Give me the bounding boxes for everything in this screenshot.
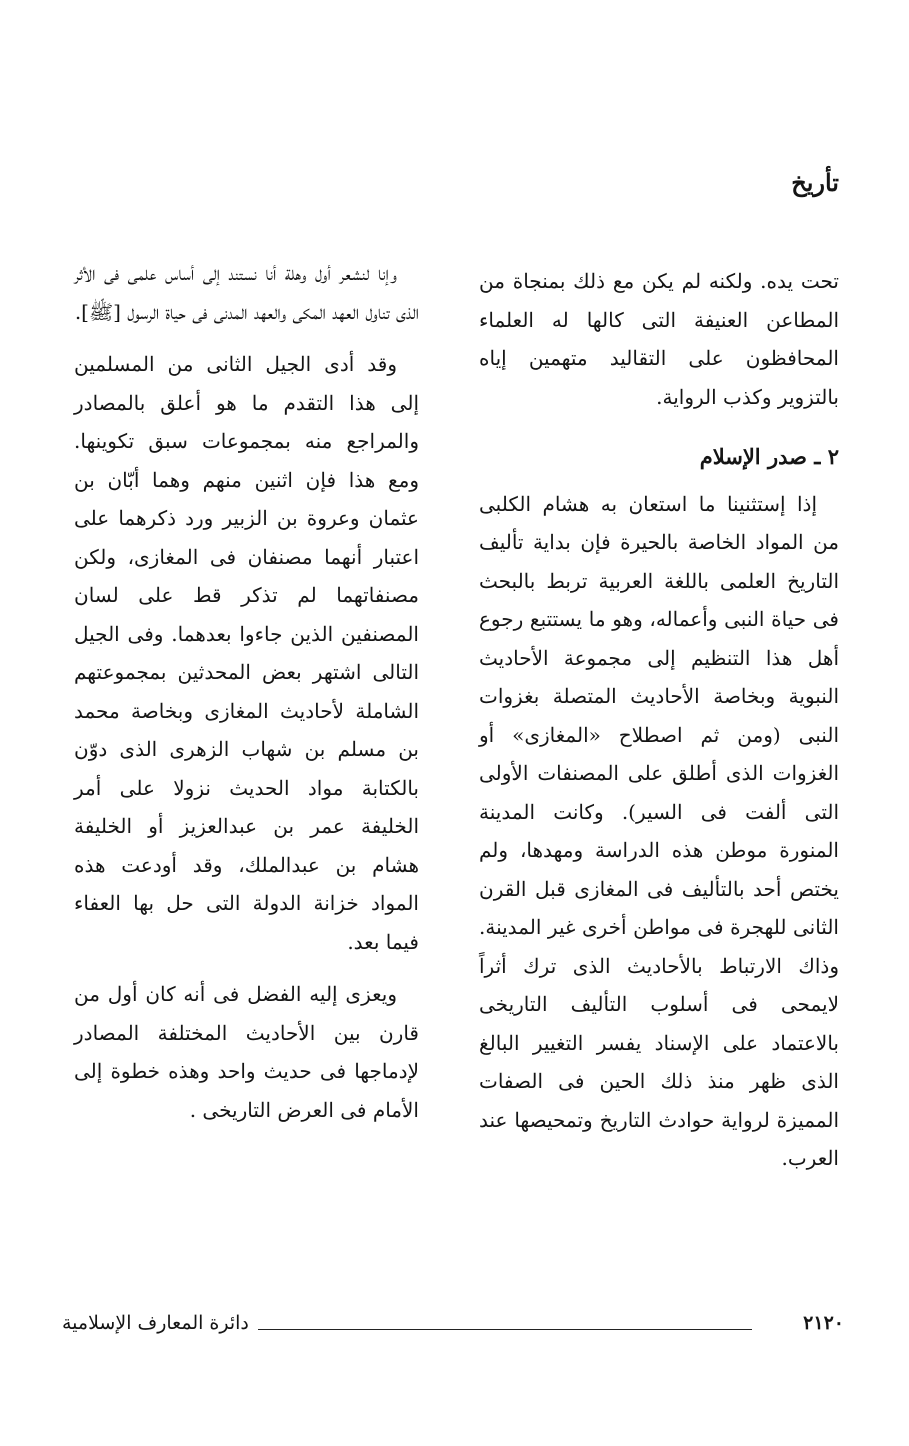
- running-head: تأريخ: [791, 168, 839, 197]
- footer-page-number: ٢١٢٠: [803, 1312, 844, 1334]
- section-body-paragraph: إذا إستثنينا ما استعان به هشام الكلبى من المواد الخاصة بالحيرة فإن بداية تأليف التاريخ العلمى باللغة العربية تربط بالبحث فى حياة النبى وأعماله، وهو ما يستتبع رجوع أهل هذا التنظيم إلى مجموعة الأحاديث النبوية وبخاصة الأحاديث المتصلة بغزوات النبى (ومن ثم اصطلاح «المغازى» أو الغزوات الذى أطلق على المصنفات الأولى التى ألفت فى السير). وكانت المدينة المنورة موطن هذه الدراسة ومهدها، ولم يختص أحد بالتأليف فى المغازى قبل القرن الثانى للهجرة فى مواطن أخرى غير المدينة. وذاك الارتباط بالأحاديث الذى ترك أثراً لايمحى فى أسلوب التأليف التاريخى بالاعتماد على الإسناد يفسر التغيير البالغ الذى ظهر منذ ذلك الحين فى الصفات المميزة لرواية حوادث التاريخ وتمحيصها عند العرب.: [479, 491, 839, 1170]
- right-column: [479, 262, 839, 1178]
- footer-divider: [258, 1329, 752, 1330]
- footer-journal-title: دائرة المعارف الإسلامية: [62, 1312, 249, 1334]
- section-heading: ٢ ـ صدر الإسلام: [699, 444, 839, 469]
- left-column-paragraph-3: ويعزى إليه الفضل فى أنه كان أول من قارن بين الأحاديث المختلفة المصادر لإدماجها فى حديث واحد وهذه خطوة إلى الأمام فى العرض التاريخى .: [74, 982, 419, 1122]
- left-column-paragraph-2: وقد أدى الجيل الثانى من المسلمين إلى هذا التقدم ما هو أعلق بالمصادر والمراجع منه بمجموعات سبق تكوينها. ومع هذا فإن اثنين منهم وهما أبّان بن عثمان وعروة بن الزبير ورد ذكرهما على اعتبار أنهما مصنفان فى المغازى، ولكن مصنفاتهما لم تذكر قط على لسان المصنفين الذين جاءوا بعدهما. وفى الجيل التالى اشتهر بعض المحدثين بمجموعتهم الشاملة لأحاديث المغازى وبخاصة محمد بن مسلم بن شهاب الزهرى الذى دوّن بالكتابة مواد الحديث نزولا على أمر الخليفة عمر بن عبدالعزيز أو الخليفة هشام بن عبدالملك، وقد أودعت هذه المواد خزانة الدولة التى حل بها العفاء فيما بعد.: [74, 352, 419, 954]
- left-column: [74, 254, 419, 1129]
- left-column-paragraph-1: وإنا لنشعر أول وهلة أنا نستند إلى أساس علمى فى الأثر الذى تناول العهد المكى والعهد المدنى فى حياة الرسول [ﷺ].: [74, 261, 419, 324]
- right-column-continuation-paragraph: تحت يده. ولكنه لم يكن مع ذلك بمنجاة من المطاعن العنيفة التى كالها له العلماء المحافظون على التقاليد متهمين إياه بالتزوير وكذب الرواية.: [479, 269, 839, 409]
- page-footer: [62, 1312, 844, 1342]
